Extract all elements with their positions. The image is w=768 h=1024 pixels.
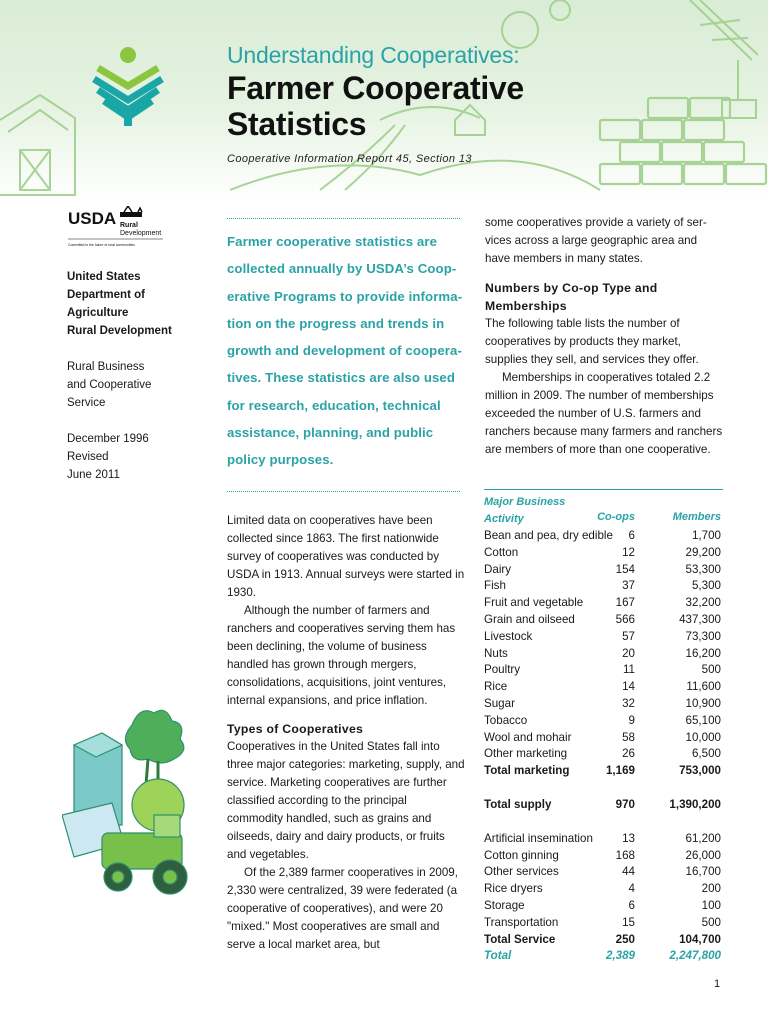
- row-activity: Fish: [484, 579, 506, 593]
- table-row: [484, 831, 723, 848]
- row-coops: 58: [622, 730, 635, 744]
- row-coops: 32: [622, 696, 635, 710]
- table-row: [484, 646, 723, 663]
- cooperative-logo-icon: [90, 46, 166, 128]
- divider-top: [227, 218, 460, 219]
- table-row: [484, 528, 723, 545]
- row-activity: Other marketing: [484, 747, 568, 761]
- row-coops: 11: [622, 663, 635, 677]
- row-activity: Nuts: [484, 646, 508, 660]
- row-coops: 13: [622, 831, 635, 845]
- header-members: Members: [672, 511, 721, 523]
- report-subtitle: Cooperative Information Report 45, Section 13: [227, 153, 472, 165]
- body-paragraph: Memberships in cooperatives totaled 2.2 million in 2009. The number of memberships exceeded the number of U.S. farmers and ranchers because many farmers and ranchers are members of more than one cooperative.: [485, 371, 723, 456]
- usda-wordmark: USDA: [68, 209, 117, 228]
- lead-paragraph: Farmer cooperative statistics are collected annually by USDA’s Cooperative Programs to provide information on the progress and trends in growth and development of cooperatives. These statistics are also used for research, education, technical assistance, planning, and public policy purposes.: [227, 234, 463, 468]
- row-activity: Artificial insemination: [484, 831, 593, 845]
- row-activity: Rice: [484, 680, 508, 694]
- row-coops: 20: [622, 646, 635, 660]
- usda-rural-text: Rural: [120, 222, 138, 229]
- row-members: 500: [701, 915, 721, 929]
- body-paragraph: Limited data on cooperatives have been collected since 1863. The first nationwide survey of cooperatives was conducted by USDA in 1913. Annual surveys were started in 1930.: [227, 514, 465, 599]
- row-activity: Bean and pea, dry edible: [484, 529, 613, 542]
- sidebar-agency-info: [67, 268, 207, 502]
- title-line-1: Farmer Cooperative: [227, 70, 524, 106]
- row-coops: 44: [622, 865, 635, 879]
- row-members: 10,900: [685, 696, 721, 710]
- row-coops: 15: [622, 915, 635, 929]
- row-members: 100: [701, 898, 721, 912]
- table-row-total-supply: Total supply 970 1,390,200: [484, 797, 721, 811]
- row-coops: 566: [615, 612, 635, 626]
- section-heading: Numbers by Co-op Type and Memberships: [485, 281, 658, 313]
- row-activity: Storage: [484, 898, 525, 912]
- row-activity: Poultry: [484, 663, 521, 677]
- row-activity: Wool and mohair: [484, 730, 572, 744]
- row-coops: 37: [622, 579, 635, 593]
- title-line-2: Statistics: [227, 106, 367, 142]
- row-activity: Fruit and vegetable: [484, 596, 584, 610]
- table-row: [484, 696, 723, 713]
- series-title: Understanding Cooperatives:: [227, 42, 520, 68]
- body-paragraph: Cooperatives in the United States fall into three major categories: marketing, supply, and service. Marketing cooperatives are further classified according to the principal commodity handled, such as grains and oilseeds, dairy and dairy products, or fruits and vegetables.: [227, 740, 465, 861]
- row-members: 500: [701, 663, 721, 677]
- table-row: [484, 898, 723, 915]
- row-coops: 154: [615, 562, 635, 576]
- header-coops: Co-ops: [597, 511, 635, 523]
- row-activity: Tobacco: [484, 713, 528, 727]
- table-row: [484, 864, 723, 881]
- row-activity: Transportation: [484, 915, 559, 929]
- table-row: [484, 730, 723, 747]
- table-row: [484, 562, 723, 579]
- row-members: 200: [701, 882, 721, 896]
- row-activity: Grain and oilseed: [484, 612, 575, 626]
- table-row: [484, 881, 723, 898]
- row-members: 10,000: [685, 730, 721, 744]
- coop-statistics-table: [484, 489, 723, 965]
- row-members: 61,200: [685, 831, 721, 845]
- row-members: 11,600: [686, 680, 721, 694]
- row-coops: 4: [628, 882, 635, 896]
- marketing-rows: [484, 528, 723, 763]
- department-block: United States Department of Agriculture Rural Development: [67, 271, 172, 337]
- row-members: 73,300: [685, 629, 721, 643]
- row-coops: 14: [622, 680, 635, 694]
- body-paragraph: Of the 2,389 farmer cooperatives in 2009, 2,330 were centralized, 39 were federated (a cooperative of cooperatives), and were 20 "mixed." Most cooperatives are small and serve a local market area, but: [227, 866, 458, 951]
- row-coops: 57: [622, 629, 635, 643]
- body-paragraph: Although the number of farmers and ranchers and cooperatives serving them has been declining, the volume of business handled has grown through mergers, consolidations, acquisitions, joint ventures, internal expansions, and price inflation.: [227, 604, 456, 707]
- dates-block: December 1996 Revised June 2011: [67, 433, 149, 481]
- table-row: [484, 578, 723, 595]
- row-members: 16,700: [685, 865, 721, 879]
- row-members: 6,500: [691, 747, 721, 761]
- table-row: [484, 746, 723, 763]
- table-row-total-service: Total Service 250 104,700: [484, 932, 721, 946]
- usda-development-text: Development: [120, 230, 162, 237]
- row-activity: Dairy: [484, 562, 512, 576]
- broccoli-icon: [125, 710, 183, 763]
- row-members: 29,200: [685, 545, 721, 559]
- row-coops: 167: [615, 596, 635, 610]
- row-coops: 12: [622, 545, 635, 559]
- table-header: [484, 490, 723, 528]
- row-members: 53,300: [685, 562, 721, 576]
- table-row: [484, 915, 723, 932]
- row-coops: 6: [628, 529, 635, 542]
- right-column: [485, 214, 723, 459]
- row-coops: 26: [622, 747, 635, 761]
- row-members: 1,700: [691, 529, 721, 542]
- header-activity: Major Business Activity: [484, 496, 566, 525]
- row-members: 65,100: [685, 713, 721, 727]
- table-row: [484, 848, 723, 865]
- usda-tagline: Committed to the future of rural communities: [68, 243, 135, 247]
- row-activity: Sugar: [484, 696, 515, 710]
- service-block: Rural Business and Cooperative Service: [67, 361, 152, 409]
- row-activity: Rice dryers: [484, 882, 543, 896]
- body-paragraph: The following table lists the number of cooperatives by products they market, supplies they sell, and services they offer.: [485, 317, 699, 366]
- header-banner: [0, 0, 768, 200]
- row-activity: Other services: [484, 865, 559, 879]
- divider-bottom: [227, 491, 460, 492]
- row-members: 32,200: [685, 596, 721, 610]
- row-coops: 9: [628, 713, 635, 727]
- service-rows: [484, 831, 723, 932]
- page-title: [227, 70, 524, 142]
- row-activity: Cotton ginning: [484, 848, 559, 862]
- page-number: 1: [714, 978, 721, 990]
- table-row: [484, 612, 723, 629]
- table-row: [484, 713, 723, 730]
- table-row-grand-total: Total 2,389 2,247,800: [484, 949, 721, 963]
- row-coops: 168: [615, 848, 635, 862]
- table-row: [484, 629, 723, 646]
- row-coops: 6: [628, 898, 635, 912]
- row-members: 437,300: [679, 612, 721, 626]
- farm-products-illustration: [62, 705, 194, 905]
- usda-logo: [68, 206, 168, 252]
- section-heading: Types of Cooperatives: [227, 722, 364, 736]
- body-paragraph: some cooperatives provide a variety of services across a large geographic area and have members in many states.: [485, 216, 707, 265]
- table-row: [484, 595, 723, 612]
- row-activity: Cotton: [484, 545, 519, 559]
- table-row: [484, 679, 723, 696]
- row-activity: Livestock: [484, 629, 533, 643]
- table-row: [484, 545, 723, 562]
- usda-rd-emblem-icon: [120, 212, 142, 217]
- row-members: 5,300: [691, 579, 721, 593]
- row-members: 16,200: [685, 646, 721, 660]
- table-row-total-marketing: Total marketing 1,169 753,000: [484, 764, 721, 778]
- row-members: 26,000: [685, 848, 721, 862]
- table-row: [484, 662, 723, 679]
- middle-column: [227, 512, 465, 954]
